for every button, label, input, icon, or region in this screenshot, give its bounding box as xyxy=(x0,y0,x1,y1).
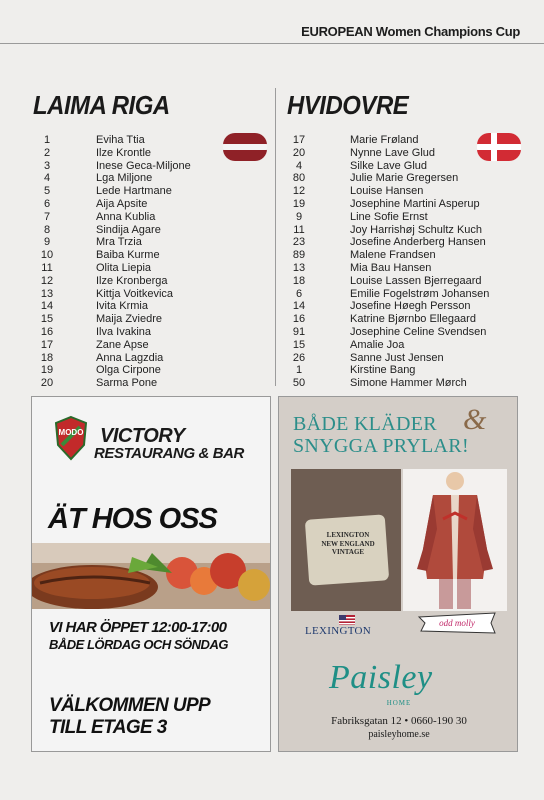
player-row xyxy=(282,339,522,352)
player-name: Kittja Voitkevica xyxy=(96,287,174,300)
page-header xyxy=(0,0,544,44)
us-flag-icon xyxy=(339,615,355,625)
team-name-laima-riga: LAIMA RIGA xyxy=(33,90,170,120)
player-row xyxy=(30,211,230,224)
player-number: 4 xyxy=(295,159,303,172)
player-number: 15 xyxy=(40,313,54,326)
player-row xyxy=(30,172,230,185)
player-name: Sanne Just Jensen xyxy=(350,351,444,364)
header-title: EUROPEAN Women Champions Cup xyxy=(301,24,520,39)
odd-molly-logo xyxy=(417,611,497,635)
player-name: Maija Zviedre xyxy=(96,313,163,326)
player-number: 80 xyxy=(292,172,306,185)
roster-hvidovre xyxy=(282,134,522,390)
welcome-line-2: TILL ETAGE 3 xyxy=(49,717,167,738)
player-name: Mra Trzia xyxy=(96,236,142,249)
paisley-address: Fabriksgatan 12 • 0660-190 30 xyxy=(331,715,467,727)
player-number: 1 xyxy=(43,134,51,146)
player-row xyxy=(30,224,230,237)
opening-days: BÅDE LÖRDAG OCH SÖNDAG xyxy=(49,637,228,652)
player-row xyxy=(282,352,522,365)
player-name: Olita Liepia xyxy=(96,261,152,274)
player-name: Joy Harrishøj Schultz Kuch xyxy=(350,223,483,236)
roster-laima-riga xyxy=(30,134,230,390)
player-name: Amalie Joa xyxy=(350,338,405,351)
player-name: Katrine Bjørnbo Ellegaard xyxy=(350,313,476,326)
player-number: 19 xyxy=(40,364,54,377)
paisley-logo: Paisley xyxy=(329,659,433,696)
player-row xyxy=(282,249,522,262)
pillow-text-line: VINTAGE xyxy=(331,548,365,556)
player-row xyxy=(30,364,230,377)
player-number: 13 xyxy=(40,287,54,300)
lexington-brand: LEXINGTON xyxy=(305,625,372,637)
player-row xyxy=(30,288,230,301)
paisley-headline-1: BÅDE KLÄDER xyxy=(293,413,437,435)
player-number: 19 xyxy=(292,197,306,210)
player-row xyxy=(30,300,230,313)
player-row xyxy=(30,198,230,211)
player-name: Mia Bau Hansen xyxy=(350,261,432,274)
player-row xyxy=(30,185,230,198)
player-row xyxy=(30,275,230,288)
cardigan-model-photo xyxy=(403,469,507,611)
player-row xyxy=(282,147,522,160)
player-number: 11 xyxy=(293,223,305,236)
player-number: 20 xyxy=(292,146,306,159)
player-row xyxy=(30,160,230,173)
player-row xyxy=(282,288,522,301)
paisley-website: paisleyhome.se xyxy=(368,729,430,740)
player-name: Aija Apsite xyxy=(96,197,148,210)
player-number: 12 xyxy=(40,274,54,287)
player-number: 3 xyxy=(43,159,51,172)
player-row xyxy=(282,134,522,147)
player-name: Josephine Martini Asperup xyxy=(350,197,480,210)
victory-title: VICTORY xyxy=(100,425,185,447)
pillow-photo xyxy=(291,469,401,611)
player-row xyxy=(30,313,230,326)
player-name: Anna Lagzdia xyxy=(96,351,164,364)
player-number: 50 xyxy=(292,377,306,390)
player-row xyxy=(282,236,522,249)
player-row xyxy=(282,377,522,390)
player-row xyxy=(30,352,230,365)
paisley-home-ad xyxy=(278,396,518,752)
player-number: 9 xyxy=(295,210,303,223)
player-name: Ilze Kronberga xyxy=(96,274,168,287)
player-number: 20 xyxy=(40,377,54,390)
ampersand-ornament-icon: & xyxy=(463,403,487,436)
column-divider xyxy=(275,88,276,386)
player-name: Olga Cirpone xyxy=(96,364,161,377)
player-name: Anna Kublia xyxy=(96,210,156,223)
player-number: 14 xyxy=(292,300,306,313)
player-number: 6 xyxy=(43,197,51,210)
player-name: Baiba Kurme xyxy=(96,249,160,262)
player-row xyxy=(282,364,522,377)
player-row xyxy=(30,377,230,390)
player-name: Lga Miljone xyxy=(96,172,153,185)
player-name: Zane Apse xyxy=(96,338,149,351)
player-row xyxy=(30,249,230,262)
player-number: 9 xyxy=(43,236,51,249)
player-row xyxy=(282,275,522,288)
player-name: Louise Hansen xyxy=(350,185,424,198)
welcome-line-1: VÄLKOMMEN UPP xyxy=(49,695,211,716)
paisley-home-label: HOME xyxy=(386,699,412,707)
player-number: 5 xyxy=(43,185,51,198)
player-number: 13 xyxy=(292,261,306,274)
player-row xyxy=(282,326,522,339)
player-row xyxy=(282,160,522,173)
player-row xyxy=(30,326,230,339)
player-name: Josefine Anderberg Hansen xyxy=(350,236,486,249)
player-row xyxy=(30,236,230,249)
player-number: 18 xyxy=(40,351,54,364)
player-name: Simone Hammer Mørch xyxy=(350,377,467,390)
player-row xyxy=(282,211,522,224)
player-row xyxy=(282,172,522,185)
player-name: Nynne Lave Glud xyxy=(350,146,435,159)
player-number: 23 xyxy=(292,236,306,249)
player-name: Ilva Ivakina xyxy=(96,325,152,338)
victory-headline: ÄT HOS OSS xyxy=(48,503,217,535)
player-name: Kirstine Bang xyxy=(350,364,416,377)
player-name: Emilie Fogelstrøm Johansen xyxy=(350,287,490,300)
player-name: Sindija Agare xyxy=(96,223,161,236)
player-row xyxy=(282,262,522,275)
player-row xyxy=(282,198,522,211)
player-row xyxy=(282,185,522,198)
player-row xyxy=(282,313,522,326)
victory-subtitle: RESTAURANG & BAR xyxy=(94,445,244,462)
player-number: 11 xyxy=(41,261,53,274)
player-number: 26 xyxy=(292,351,306,364)
player-name: Line Sofie Ernst xyxy=(350,210,428,223)
player-number: 15 xyxy=(292,338,306,351)
player-number: 17 xyxy=(292,134,306,146)
player-name: Ilze Krontle xyxy=(96,146,152,159)
player-number: 89 xyxy=(292,249,306,262)
player-name: Julie Marie Gregersen xyxy=(350,172,459,185)
player-name: Lede Hartmane xyxy=(96,185,172,198)
player-name: Inese Geca-Miljone xyxy=(96,159,191,172)
player-row xyxy=(30,339,230,352)
player-name: Silke Lave Glud xyxy=(350,159,428,172)
player-name: Eviha Ttia xyxy=(96,134,145,146)
odd-molly-text: odd molly xyxy=(439,618,475,628)
player-row xyxy=(282,224,522,237)
player-row xyxy=(282,300,522,313)
player-number: 7 xyxy=(43,210,51,223)
player-name: Louise Lassen Bjerregaard xyxy=(350,274,482,287)
player-number: 4 xyxy=(43,172,51,185)
player-row xyxy=(30,147,230,160)
player-number: 16 xyxy=(40,325,54,338)
player-number: 12 xyxy=(292,185,306,198)
player-name: Malene Frandsen xyxy=(350,249,436,262)
player-number: 10 xyxy=(40,249,54,262)
player-number: 6 xyxy=(295,287,303,300)
food-photo xyxy=(32,543,271,609)
modo-logo-text: MODO xyxy=(58,428,84,437)
modo-logo xyxy=(52,415,90,461)
player-number: 17 xyxy=(40,338,54,351)
player-row xyxy=(30,262,230,275)
paisley-headline-2: SNYGGA PRYLAR! xyxy=(293,435,469,457)
victory-restaurant-ad xyxy=(31,396,271,752)
player-row xyxy=(30,134,230,147)
player-name: Sarma Pone xyxy=(96,377,158,390)
player-name: Josephine Celine Svendsen xyxy=(350,325,487,338)
pillow-text-line: NEW ENGLAND xyxy=(321,539,375,548)
player-name: Marie Frøland xyxy=(350,134,419,146)
pillow-text-line: LEXINGTON xyxy=(326,531,370,539)
player-number: 1 xyxy=(295,364,303,377)
player-number: 91 xyxy=(292,325,306,338)
player-number: 14 xyxy=(40,300,54,313)
player-number: 16 xyxy=(292,313,306,326)
player-number: 8 xyxy=(43,223,51,236)
player-number: 2 xyxy=(43,146,51,159)
opening-hours: VI HAR ÖPPET 12:00-17:00 xyxy=(49,619,227,636)
team-name-hvidovre: HVIDOVRE xyxy=(287,90,409,120)
player-name: Ivita Krmia xyxy=(96,300,148,313)
player-name: Josefine Høegh Persson xyxy=(350,300,471,313)
pillow-print xyxy=(311,531,385,557)
player-number: 18 xyxy=(292,274,306,287)
